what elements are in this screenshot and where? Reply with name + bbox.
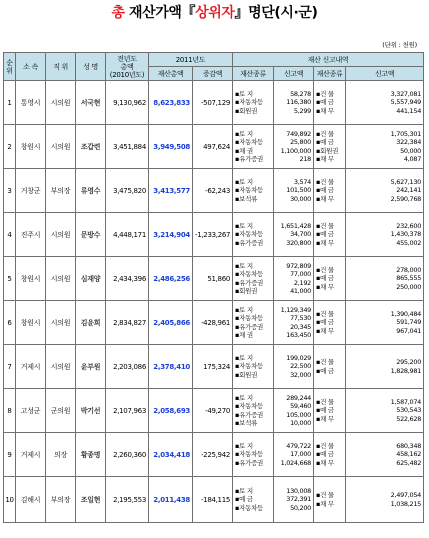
table-row [4, 125, 424, 169]
total-cell: 3,214,904 [149, 213, 193, 257]
asset-line: ▪유가증권 [235, 278, 264, 287]
change-cell: -1,233,267 [193, 213, 233, 257]
asset-line: ▪예 금 [316, 274, 334, 283]
asset-line: ▪토 지 [235, 305, 253, 314]
name-cell: 황종명 [76, 433, 106, 477]
asset-line: 1,651,428 [280, 221, 312, 230]
asset-line: ▪자동차등 [235, 362, 264, 371]
asset-line: 3,327,081 [390, 89, 422, 98]
asset-line: ▪자동차등 [235, 230, 264, 239]
asset-line: ▪예 금 [316, 406, 334, 415]
prev-total-cell: 2,434,396 [106, 257, 149, 301]
change-cell: 497,624 [193, 125, 233, 169]
asset-line: ▪채 무 [316, 458, 334, 467]
asset-line: 232,600 [396, 221, 422, 230]
district-cell: 창원시 [16, 125, 46, 169]
asset-line: ▪건 물 [316, 265, 334, 274]
asset-line: ▪자동차등 [235, 186, 264, 195]
header-rank: 순 위 [4, 53, 16, 81]
asset-amounts-cell [274, 81, 314, 125]
change-cell: -62,243 [193, 169, 233, 213]
asset-amounts-cell [346, 81, 424, 125]
asset-line: ▪채 무 [316, 282, 334, 291]
total-cell: 3,949,508 [149, 125, 193, 169]
name-cell: 조갑련 [76, 125, 106, 169]
district-cell: 거창군 [16, 169, 46, 213]
asset-amounts-cell [346, 257, 424, 301]
asset-types-cell [233, 345, 274, 389]
asset-types-cell [314, 389, 346, 433]
asset-line: 320,800 [286, 238, 312, 247]
asset-types-cell [233, 213, 274, 257]
asset-amounts-cell [274, 477, 314, 523]
asset-line: ▪보석류 [235, 194, 258, 203]
asset-line: 2,590,768 [390, 194, 422, 203]
asset-line: ▪예 금 [316, 450, 334, 459]
asset-line: 1,024,668 [280, 458, 312, 467]
table-row [4, 169, 424, 213]
asset-line: 77,530 [290, 314, 312, 323]
asset-line: 116,380 [286, 98, 312, 107]
header-asset-type-1: 재산종류 [233, 67, 274, 81]
change-cell: -184,115 [193, 477, 233, 523]
asset-line: ▪예 금 [316, 98, 334, 107]
asset-line: 32,000 [290, 370, 312, 379]
prev-total-cell: 2,260,360 [106, 433, 149, 477]
asset-line: ▪건 물 [316, 221, 334, 230]
header-name: 성 명 [76, 53, 106, 81]
name-cell: 문방수 [76, 213, 106, 257]
change-cell: 175,324 [193, 345, 233, 389]
asset-amounts-cell [346, 345, 424, 389]
asset-line: 101,500 [286, 186, 312, 195]
asset-line: 5,299 [293, 106, 312, 115]
asset-line: ▪토 지 [235, 353, 253, 362]
asset-line: 2,497,054 [390, 491, 422, 500]
asset-line: ▪토 지 [235, 261, 253, 270]
title-highlight-2: 상위자 [195, 5, 235, 21]
asset-line: 455,002 [396, 238, 422, 247]
total-cell: 2,058,693 [149, 389, 193, 433]
asset-line: ▪회원권 [235, 370, 258, 379]
district-cell: 창원시 [16, 257, 46, 301]
asset-line: 625,482 [396, 458, 422, 467]
asset-line: ▪채 무 [316, 326, 334, 335]
header-prev-total: 전년도 총액 (2010년도) [106, 53, 149, 81]
asset-line: ▪회원권 [316, 146, 339, 155]
change-cell: -225,942 [193, 433, 233, 477]
position-cell: 시의원 [46, 345, 76, 389]
position-cell: 시의원 [46, 81, 76, 125]
asset-line: ▪토 지 [235, 441, 253, 450]
asset-amounts-cell [274, 389, 314, 433]
asset-amounts-cell [346, 389, 424, 433]
rank-cell: 6 [4, 301, 16, 345]
rank-cell: 5 [4, 257, 16, 301]
rank-cell: 9 [4, 433, 16, 477]
total-cell: 3,413,577 [149, 169, 193, 213]
rank-cell: 7 [4, 345, 16, 389]
asset-line: 3,574 [293, 177, 312, 186]
asset-line: 1,390,484 [390, 309, 422, 318]
title-highlight: 총 [111, 5, 125, 21]
asset-amounts-cell [346, 125, 424, 169]
asset-line: 218 [299, 154, 312, 163]
asset-line: 522,628 [396, 414, 422, 423]
asset-line: ▪자동차등 [235, 402, 264, 411]
asset-amounts-cell [274, 301, 314, 345]
asset-line: 865,555 [396, 274, 422, 283]
table-row [4, 389, 424, 433]
asset-line: 5,627,130 [390, 177, 422, 186]
asset-line: ▪건 물 [316, 358, 334, 367]
name-cell: 조일현 [76, 477, 106, 523]
asset-line: ▪토 지 [235, 129, 253, 138]
asset-line: 25,800 [290, 138, 312, 147]
name-cell: 류영수 [76, 169, 106, 213]
asset-types-cell [233, 125, 274, 169]
header-amount-2: 신고액 [346, 67, 424, 81]
asset-line: 2,192 [293, 278, 312, 287]
asset-line: ▪건 물 [316, 441, 334, 450]
table-row [4, 257, 424, 301]
asset-line: ▪토 지 [235, 393, 253, 402]
asset-line: ▪자동차등 [235, 98, 264, 107]
asset-line: ▪자동차등 [235, 503, 264, 512]
total-cell: 8,623,833 [149, 81, 193, 125]
header-district: 소 속 [16, 53, 46, 81]
header-position: 직 위 [46, 53, 76, 81]
prev-total-cell: 2,203,086 [106, 345, 149, 389]
asset-line: ▪채 권 [235, 330, 253, 339]
asset-amounts-cell [274, 433, 314, 477]
position-cell: 시의원 [46, 257, 76, 301]
asset-line: ▪토 지 [235, 177, 253, 186]
asset-table [3, 52, 424, 523]
asset-types-cell [233, 301, 274, 345]
header-2011: 2011년도 [149, 53, 233, 67]
asset-line: ▪건 물 [316, 491, 334, 500]
asset-line: 278,000 [396, 265, 422, 274]
asset-line: 34,700 [290, 230, 312, 239]
change-cell: -49,270 [193, 389, 233, 433]
asset-line: 58,278 [290, 89, 312, 98]
asset-types-cell [233, 389, 274, 433]
district-cell: 창원시 [16, 301, 46, 345]
asset-line: 749,892 [286, 129, 312, 138]
asset-line: 591,749 [396, 318, 422, 327]
prev-total-cell: 2,195,553 [106, 477, 149, 523]
asset-line: ▪건 물 [316, 89, 334, 98]
asset-line: 17,000 [290, 450, 312, 459]
title-text: 재산가액『 [124, 5, 196, 21]
asset-line: ▪회원권 [235, 106, 258, 115]
asset-line: 5,557,949 [390, 98, 422, 107]
asset-line: 441,154 [396, 106, 422, 115]
asset-types-cell [314, 477, 346, 523]
asset-line: ▪예 금 [316, 138, 334, 147]
district-cell: 고성군 [16, 389, 46, 433]
asset-line: ▪채 무 [316, 238, 334, 247]
asset-line: 4,087 [403, 154, 422, 163]
asset-amounts-cell [346, 169, 424, 213]
title-text-2: 』명단(시·군) [234, 5, 318, 21]
position-cell: 의장 [46, 433, 76, 477]
asset-line: ▪유가증권 [235, 458, 264, 467]
asset-line: ▪채 무 [316, 414, 334, 423]
asset-line: 1,705,301 [390, 129, 422, 138]
asset-line: 77,000 [290, 270, 312, 279]
asset-line: 289,244 [286, 393, 312, 402]
asset-line: 50,000 [400, 146, 422, 155]
asset-line: ▪건 물 [316, 397, 334, 406]
change-cell: -428,961 [193, 301, 233, 345]
asset-types-cell [233, 169, 274, 213]
asset-line: 1,430,378 [390, 230, 422, 239]
district-cell: 거제시 [16, 345, 46, 389]
asset-amounts-cell [274, 345, 314, 389]
asset-line: 59,460 [290, 402, 312, 411]
asset-line: 458,162 [396, 450, 422, 459]
change-cell: -507,129 [193, 81, 233, 125]
asset-line: ▪건 물 [316, 177, 334, 186]
asset-types-cell [314, 257, 346, 301]
asset-amounts-cell [274, 169, 314, 213]
table-row [4, 345, 424, 389]
name-cell: 김윤희 [76, 301, 106, 345]
rank-cell: 10 [4, 477, 16, 523]
asset-amounts-cell [346, 433, 424, 477]
asset-types-cell [314, 81, 346, 125]
asset-line: 10,000 [290, 418, 312, 427]
asset-line: ▪자동차등 [235, 138, 264, 147]
rank-cell: 3 [4, 169, 16, 213]
position-cell: 시의원 [46, 213, 76, 257]
asset-types-cell [233, 81, 274, 125]
asset-line: ▪토 지 [235, 89, 253, 98]
prev-total-cell: 3,451,884 [106, 125, 149, 169]
total-cell: 2,405,866 [149, 301, 193, 345]
asset-line: 680,348 [396, 441, 422, 450]
prev-total-cell: 2,107,963 [106, 389, 149, 433]
asset-amounts-cell [346, 301, 424, 345]
prev-total-cell: 3,475,820 [106, 169, 149, 213]
page-title [0, 2, 429, 24]
asset-line: ▪예 금 [316, 366, 334, 375]
header-asset-type-2: 재산종류 [314, 67, 346, 81]
asset-line: ▪유가증권 [235, 322, 264, 331]
asset-line: 530,543 [396, 406, 422, 415]
total-cell: 2,378,410 [149, 345, 193, 389]
asset-line: 50,200 [290, 503, 312, 512]
asset-types-cell [233, 433, 274, 477]
asset-types-cell [314, 169, 346, 213]
name-cell: 박기선 [76, 389, 106, 433]
asset-line: ▪토 지 [235, 486, 253, 495]
asset-line: 250,000 [396, 282, 422, 291]
asset-line: ▪보석류 [235, 418, 258, 427]
asset-types-cell [314, 301, 346, 345]
prev-total-cell: 9,130,962 [106, 81, 149, 125]
asset-line: 1,129,349 [280, 305, 312, 314]
asset-line: 479,722 [286, 441, 312, 450]
header-total: 재산총액 [149, 67, 193, 81]
header-declared: 재산 신고내역 [233, 53, 424, 67]
table-row [4, 477, 424, 523]
asset-line: ▪예 금 [316, 318, 334, 327]
asset-types-cell [314, 345, 346, 389]
asset-types-cell [314, 433, 346, 477]
asset-amounts-cell [346, 477, 424, 523]
asset-line: ▪유가증권 [235, 238, 264, 247]
header-change: 증감액 [193, 67, 233, 81]
asset-line: ▪채 권 [235, 146, 253, 155]
name-cell: 심재양 [76, 257, 106, 301]
asset-line: ▪채 무 [316, 106, 334, 115]
asset-line: 20,345 [290, 322, 312, 331]
asset-line: ▪유가증권 [235, 154, 264, 163]
prev-total-cell: 4,448,171 [106, 213, 149, 257]
asset-amounts-cell [274, 125, 314, 169]
position-cell: 부의장 [46, 477, 76, 523]
district-cell: 통영시 [16, 81, 46, 125]
asset-line: ▪채 무 [316, 499, 334, 508]
table-row [4, 81, 424, 125]
asset-line: 41,000 [290, 286, 312, 295]
table-row [4, 213, 424, 257]
asset-line: 130,008 [286, 486, 312, 495]
asset-amounts-cell [274, 257, 314, 301]
unit-note: (단위 : 천원) [382, 41, 417, 49]
rank-cell: 1 [4, 81, 16, 125]
prev-total-cell: 2,834,827 [106, 301, 149, 345]
asset-line: ▪회원권 [235, 286, 258, 295]
asset-types-cell [314, 213, 346, 257]
asset-line: ▪건 물 [316, 309, 334, 318]
name-cell: 윤부원 [76, 345, 106, 389]
rank-cell: 4 [4, 213, 16, 257]
district-cell: 김해시 [16, 477, 46, 523]
rank-cell: 8 [4, 389, 16, 433]
total-cell: 2,011,438 [149, 477, 193, 523]
table-row [4, 301, 424, 345]
asset-line: ▪채 무 [316, 154, 334, 163]
asset-line: 199,029 [286, 353, 312, 362]
asset-line: ▪자동차등 [235, 314, 264, 323]
position-cell: 시의원 [46, 125, 76, 169]
asset-line: 295,200 [396, 358, 422, 367]
asset-line: 242,141 [396, 186, 422, 195]
asset-line: 105,000 [286, 410, 312, 419]
table-row [4, 433, 424, 477]
asset-line: 1,828,981 [390, 366, 422, 375]
asset-line: ▪채 무 [316, 194, 334, 203]
asset-line: ▪자동차등 [235, 450, 264, 459]
asset-types-cell [233, 257, 274, 301]
asset-types-cell [314, 125, 346, 169]
asset-line: 1,100,000 [280, 146, 312, 155]
asset-line: ▪자동차등 [235, 270, 264, 279]
asset-amounts-cell [274, 213, 314, 257]
total-cell: 2,486,256 [149, 257, 193, 301]
asset-types-cell [233, 477, 274, 523]
change-cell: 51,860 [193, 257, 233, 301]
asset-line: 22,500 [290, 362, 312, 371]
asset-amounts-cell [346, 213, 424, 257]
position-cell: 부의장 [46, 169, 76, 213]
asset-line: ▪건 물 [316, 129, 334, 138]
district-cell: 진주시 [16, 213, 46, 257]
asset-line: ▪토 지 [235, 221, 253, 230]
asset-line: 30,000 [290, 194, 312, 203]
asset-line: 372,391 [286, 495, 312, 504]
asset-line: ▪유가증권 [235, 410, 264, 419]
header-amount-1: 신고액 [274, 67, 314, 81]
district-cell: 거제시 [16, 433, 46, 477]
asset-line: 972,809 [286, 261, 312, 270]
asset-line: ▪예 금 [316, 230, 334, 239]
rank-cell: 2 [4, 125, 16, 169]
asset-line: 322,384 [396, 138, 422, 147]
name-cell: 서국현 [76, 81, 106, 125]
asset-line: 163,450 [286, 330, 312, 339]
asset-line: 1,038,215 [390, 499, 422, 508]
asset-line: 1,587,074 [390, 397, 422, 406]
position-cell: 군의원 [46, 389, 76, 433]
asset-line: ▪예 금 [235, 495, 253, 504]
position-cell: 시의원 [46, 301, 76, 345]
total-cell: 2,034,418 [149, 433, 193, 477]
asset-line: ▪예 금 [316, 186, 334, 195]
asset-line: 967,041 [396, 326, 422, 335]
